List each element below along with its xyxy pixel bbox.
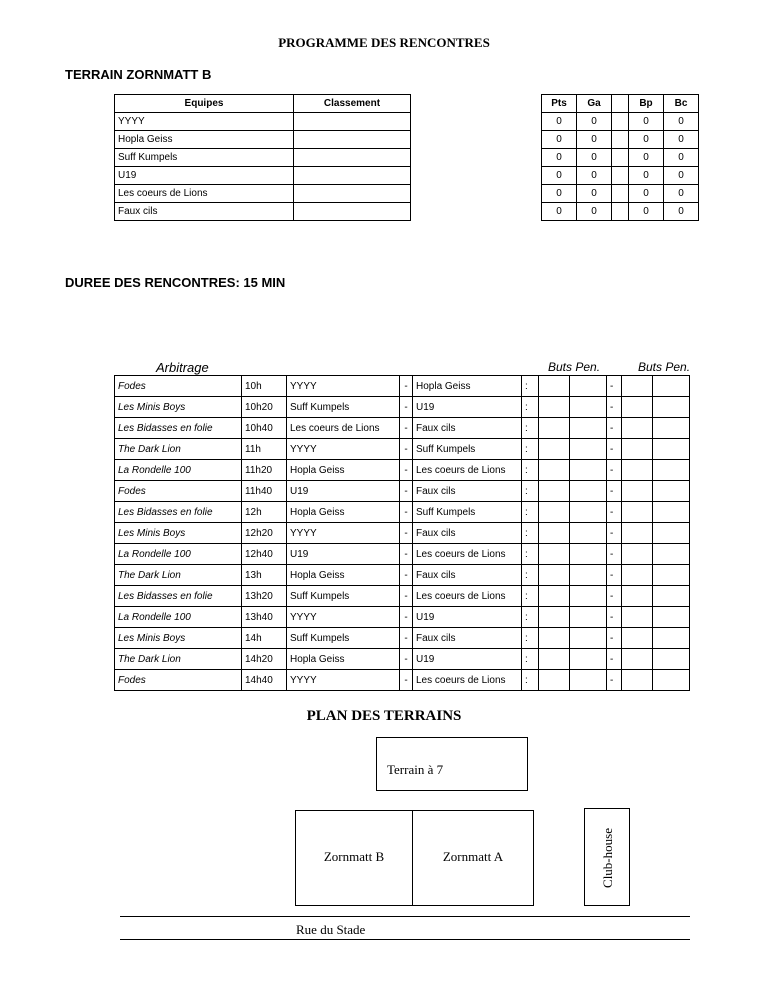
match-row — [115, 439, 690, 460]
dash-cell: - — [400, 670, 413, 691]
referee-cell: La Rondelle 100 — [115, 544, 242, 565]
colon-cell: : — [522, 460, 539, 481]
terrain-7-box — [376, 737, 528, 791]
dash-cell: - — [400, 439, 413, 460]
home-team-cell: U19 — [287, 481, 400, 502]
pen-away-cell — [653, 376, 690, 397]
team-cell: Suff Kumpels — [115, 149, 294, 167]
pen-away-cell — [653, 628, 690, 649]
home-team-cell: YYYY — [287, 523, 400, 544]
referee-cell: Les Minis Boys — [115, 628, 242, 649]
dash-cell: - — [400, 523, 413, 544]
home-team-cell: Hopla Geiss — [287, 502, 400, 523]
buts-away-cell — [622, 586, 653, 607]
buts-home-cell — [539, 439, 570, 460]
buts-home-cell — [539, 670, 570, 691]
referee-cell: Les Minis Boys — [115, 523, 242, 544]
bp-cell: 0 — [629, 113, 664, 131]
home-team-cell: Suff Kumpels — [287, 397, 400, 418]
match-row — [115, 670, 690, 691]
bc-cell: 0 — [664, 149, 699, 167]
colon-cell: : — [522, 544, 539, 565]
zornmatt-a-label: Zornmatt A — [442, 849, 504, 864]
buts-home-cell — [539, 544, 570, 565]
pen-away-cell — [653, 670, 690, 691]
bp-cell: 0 — [629, 167, 664, 185]
club-house-box — [584, 808, 630, 906]
dash-cell: - — [400, 397, 413, 418]
referee-cell: Fodes — [115, 670, 242, 691]
buts-away-cell — [622, 649, 653, 670]
pen-home-cell — [570, 481, 607, 502]
buts-home-cell — [539, 397, 570, 418]
time-cell: 14h20 — [242, 649, 287, 670]
time-cell: 10h40 — [242, 418, 287, 439]
bp-cell: 0 — [629, 185, 664, 203]
spacer — [411, 95, 542, 113]
dash2-cell: - — [607, 481, 622, 502]
pen-away-cell — [653, 565, 690, 586]
home-team-cell: Suff Kumpels — [287, 586, 400, 607]
buts-home-cell — [539, 586, 570, 607]
buts-pen-label-1: Buts Pen. — [548, 360, 601, 374]
buts-home-cell — [539, 523, 570, 544]
buts-away-cell — [622, 376, 653, 397]
colon-cell: : — [522, 523, 539, 544]
dash2-cell: - — [607, 460, 622, 481]
dash-cell: - — [400, 586, 413, 607]
referee-cell: Les Minis Boys — [115, 397, 242, 418]
gap-cell — [612, 113, 629, 131]
home-team-cell: YYYY — [287, 439, 400, 460]
colon-cell: : — [522, 439, 539, 460]
time-cell: 10h20 — [242, 397, 287, 418]
pen-away-cell — [653, 607, 690, 628]
standings-table — [114, 94, 699, 221]
dash2-cell: - — [607, 628, 622, 649]
time-cell: 12h40 — [242, 544, 287, 565]
bc-cell: 0 — [664, 131, 699, 149]
buts-away-cell — [622, 481, 653, 502]
match-row — [115, 607, 690, 628]
standings-row — [115, 167, 699, 185]
buts-home-cell — [539, 460, 570, 481]
colon-cell: : — [522, 670, 539, 691]
time-cell: 14h — [242, 628, 287, 649]
buts-away-cell — [622, 565, 653, 586]
pen-home-cell — [570, 649, 607, 670]
referee-cell: La Rondelle 100 — [115, 460, 242, 481]
rank-cell — [294, 203, 411, 221]
home-team-cell: Hopla Geiss — [287, 649, 400, 670]
road-line-bottom — [120, 939, 690, 940]
buts-home-cell — [539, 481, 570, 502]
pen-away-cell — [653, 481, 690, 502]
pen-away-cell — [653, 544, 690, 565]
home-team-cell: YYYY — [287, 670, 400, 691]
pen-home-cell — [570, 607, 607, 628]
team-cell: YYYY — [115, 113, 294, 131]
gap-cell — [612, 167, 629, 185]
header-team: Equipes — [115, 95, 294, 113]
colon-cell: : — [522, 397, 539, 418]
away-team-cell: Les coeurs de Lions — [413, 460, 522, 481]
colon-cell: : — [522, 502, 539, 523]
ga-cell: 0 — [577, 131, 612, 149]
colon-cell: : — [522, 376, 539, 397]
dash2-cell: - — [607, 397, 622, 418]
terrain-7-label: Terrain à 7 — [387, 762, 444, 777]
ga-cell: 0 — [577, 203, 612, 221]
referee-cell: Les Bidasses en folie — [115, 586, 242, 607]
buts-away-cell — [622, 607, 653, 628]
pen-home-cell — [570, 628, 607, 649]
rank-cell — [294, 113, 411, 131]
away-team-cell: Faux cils — [413, 418, 522, 439]
pen-away-cell — [653, 649, 690, 670]
colon-cell: : — [522, 565, 539, 586]
time-cell: 11h — [242, 439, 287, 460]
dash-cell: - — [400, 502, 413, 523]
time-cell: 13h — [242, 565, 287, 586]
pen-away-cell — [653, 460, 690, 481]
pen-home-cell — [570, 670, 607, 691]
dash-cell: - — [400, 565, 413, 586]
pen-home-cell — [570, 397, 607, 418]
dash2-cell: - — [607, 439, 622, 460]
match-row — [115, 502, 690, 523]
header-gap — [612, 95, 629, 113]
pen-home-cell — [570, 544, 607, 565]
referee-cell: Fodes — [115, 481, 242, 502]
gap-cell — [612, 185, 629, 203]
rank-cell — [294, 131, 411, 149]
match-row — [115, 523, 690, 544]
standings-row — [115, 203, 699, 221]
spacer — [411, 131, 542, 149]
gap-cell — [612, 149, 629, 167]
pen-away-cell — [653, 523, 690, 544]
plan-title: PLAN DES TERRAINS — [306, 708, 462, 724]
header-ga: Ga — [577, 95, 612, 113]
away-team-cell: Faux cils — [413, 523, 522, 544]
away-team-cell: Les coeurs de Lions — [413, 670, 522, 691]
page-title: PROGRAMME DES RENCONTRES — [278, 35, 490, 50]
away-team-cell: U19 — [413, 607, 522, 628]
colon-cell: : — [522, 586, 539, 607]
home-team-cell: Suff Kumpels — [287, 628, 400, 649]
ga-cell: 0 — [577, 113, 612, 131]
match-row — [115, 397, 690, 418]
referee-cell: The Dark Lion — [115, 649, 242, 670]
bp-cell: 0 — [629, 203, 664, 221]
referee-cell: Fodes — [115, 376, 242, 397]
time-cell: 11h40 — [242, 481, 287, 502]
colon-cell: : — [522, 649, 539, 670]
header-rank: Classement — [294, 95, 411, 113]
bp-cell: 0 — [629, 149, 664, 167]
terrain-title: TERRAIN ZORNMATT B — [65, 67, 212, 82]
referee-cell: The Dark Lion — [115, 565, 242, 586]
header-pts: Pts — [542, 95, 577, 113]
buts-away-cell — [622, 418, 653, 439]
home-team-cell: Les coeurs de Lions — [287, 418, 400, 439]
gap-cell — [612, 131, 629, 149]
home-team-cell: Hopla Geiss — [287, 460, 400, 481]
standings-row — [115, 149, 699, 167]
pen-away-cell — [653, 502, 690, 523]
dash2-cell: - — [607, 502, 622, 523]
time-cell: 11h20 — [242, 460, 287, 481]
pts-cell: 0 — [542, 131, 577, 149]
buts-home-cell — [539, 502, 570, 523]
bp-cell: 0 — [629, 131, 664, 149]
zornmatt-b-label: Zornmatt B — [323, 849, 385, 864]
bc-cell: 0 — [664, 185, 699, 203]
bc-cell: 0 — [664, 167, 699, 185]
pen-home-cell — [570, 376, 607, 397]
pts-cell: 0 — [542, 149, 577, 167]
dash2-cell: - — [607, 607, 622, 628]
colon-cell: : — [522, 481, 539, 502]
buts-home-cell — [539, 607, 570, 628]
buts-away-cell — [622, 460, 653, 481]
match-row — [115, 628, 690, 649]
away-team-cell: Hopla Geiss — [413, 376, 522, 397]
team-cell: U19 — [115, 167, 294, 185]
away-team-cell: Les coeurs de Lions — [413, 586, 522, 607]
pts-cell: 0 — [542, 203, 577, 221]
buts-home-cell — [539, 376, 570, 397]
buts-home-cell — [539, 418, 570, 439]
team-cell: Les coeurs de Lions — [115, 185, 294, 203]
zornmatt-a-box — [412, 810, 534, 906]
schedule-table — [114, 375, 690, 691]
pen-home-cell — [570, 502, 607, 523]
road-line-top — [120, 916, 690, 917]
spacer — [411, 185, 542, 203]
match-row — [115, 418, 690, 439]
standings-header-row — [115, 95, 699, 113]
time-cell: 10h — [242, 376, 287, 397]
bc-cell: 0 — [664, 203, 699, 221]
team-cell: Hopla Geiss — [115, 131, 294, 149]
dash2-cell: - — [607, 523, 622, 544]
pen-home-cell — [570, 418, 607, 439]
header-bc: Bc — [664, 95, 699, 113]
gap-cell — [612, 203, 629, 221]
standings-row — [115, 131, 699, 149]
referee-cell: The Dark Lion — [115, 439, 242, 460]
home-team-cell: YYYY — [287, 376, 400, 397]
dash2-cell: - — [607, 565, 622, 586]
pts-cell: 0 — [542, 113, 577, 131]
buts-home-cell — [539, 628, 570, 649]
zornmatt-b-box — [295, 810, 413, 906]
street-label: Rue du Stade — [296, 922, 366, 937]
header-bp: Bp — [629, 95, 664, 113]
spacer — [411, 149, 542, 167]
buts-away-cell — [622, 397, 653, 418]
match-row — [115, 460, 690, 481]
colon-cell: : — [522, 628, 539, 649]
away-team-cell: Faux cils — [413, 481, 522, 502]
club-house-label-wrap — [585, 809, 631, 907]
standings-row — [115, 113, 699, 131]
pen-away-cell — [653, 586, 690, 607]
referee-cell: La Rondelle 100 — [115, 607, 242, 628]
buts-home-cell — [539, 649, 570, 670]
away-team-cell: Suff Kumpels — [413, 439, 522, 460]
match-row — [115, 586, 690, 607]
buts-away-cell — [622, 502, 653, 523]
bc-cell: 0 — [664, 113, 699, 131]
pts-cell: 0 — [542, 167, 577, 185]
buts-away-cell — [622, 439, 653, 460]
away-team-cell: Les coeurs de Lions — [413, 544, 522, 565]
standings-row — [115, 185, 699, 203]
duration-heading: DUREE DES RENCONTRES: 15 MIN — [65, 275, 286, 290]
dash2-cell: - — [607, 670, 622, 691]
colon-cell: : — [522, 607, 539, 628]
dash-cell: - — [400, 544, 413, 565]
team-cell: Faux cils — [115, 203, 294, 221]
dash-cell: - — [400, 481, 413, 502]
dash2-cell: - — [607, 376, 622, 397]
away-team-cell: U19 — [413, 397, 522, 418]
away-team-cell: Suff Kumpels — [413, 502, 522, 523]
arbitrage-label: Arbitrage — [156, 360, 209, 375]
home-team-cell: YYYY — [287, 607, 400, 628]
pen-away-cell — [653, 418, 690, 439]
pen-away-cell — [653, 397, 690, 418]
match-row — [115, 649, 690, 670]
away-team-cell: Faux cils — [413, 628, 522, 649]
ga-cell: 0 — [577, 167, 612, 185]
referee-cell: Les Bidasses en folie — [115, 418, 242, 439]
rank-cell — [294, 185, 411, 203]
dash-cell: - — [400, 628, 413, 649]
dash-cell: - — [400, 418, 413, 439]
time-cell: 13h20 — [242, 586, 287, 607]
pen-home-cell — [570, 586, 607, 607]
rank-cell — [294, 167, 411, 185]
dash-cell: - — [400, 376, 413, 397]
pts-cell: 0 — [542, 185, 577, 203]
match-row — [115, 544, 690, 565]
match-row — [115, 376, 690, 397]
match-row — [115, 481, 690, 502]
dash-cell: - — [400, 460, 413, 481]
match-row — [115, 565, 690, 586]
referee-cell: Les Bidasses en folie — [115, 502, 242, 523]
dash2-cell: - — [607, 544, 622, 565]
pen-home-cell — [570, 523, 607, 544]
home-team-cell: Hopla Geiss — [287, 565, 400, 586]
dash-cell: - — [400, 607, 413, 628]
time-cell: 14h40 — [242, 670, 287, 691]
ga-cell: 0 — [577, 149, 612, 167]
time-cell: 13h40 — [242, 607, 287, 628]
dash2-cell: - — [607, 649, 622, 670]
pen-home-cell — [570, 439, 607, 460]
time-cell: 12h20 — [242, 523, 287, 544]
pen-home-cell — [570, 460, 607, 481]
dash-cell: - — [400, 649, 413, 670]
buts-pen-label-2: Buts Pen. — [638, 360, 691, 374]
buts-away-cell — [622, 523, 653, 544]
club-house-label: Club-house — [600, 828, 616, 888]
buts-away-cell — [622, 628, 653, 649]
dash2-cell: - — [607, 418, 622, 439]
dash2-cell: - — [607, 586, 622, 607]
rank-cell — [294, 149, 411, 167]
colon-cell: : — [522, 418, 539, 439]
pen-away-cell — [653, 439, 690, 460]
away-team-cell: Faux cils — [413, 565, 522, 586]
away-team-cell: U19 — [413, 649, 522, 670]
spacer — [411, 113, 542, 131]
spacer — [411, 167, 542, 185]
home-team-cell: U19 — [287, 544, 400, 565]
ga-cell: 0 — [577, 185, 612, 203]
buts-home-cell — [539, 565, 570, 586]
pen-home-cell — [570, 565, 607, 586]
buts-away-cell — [622, 544, 653, 565]
spacer — [411, 203, 542, 221]
buts-away-cell — [622, 670, 653, 691]
time-cell: 12h — [242, 502, 287, 523]
